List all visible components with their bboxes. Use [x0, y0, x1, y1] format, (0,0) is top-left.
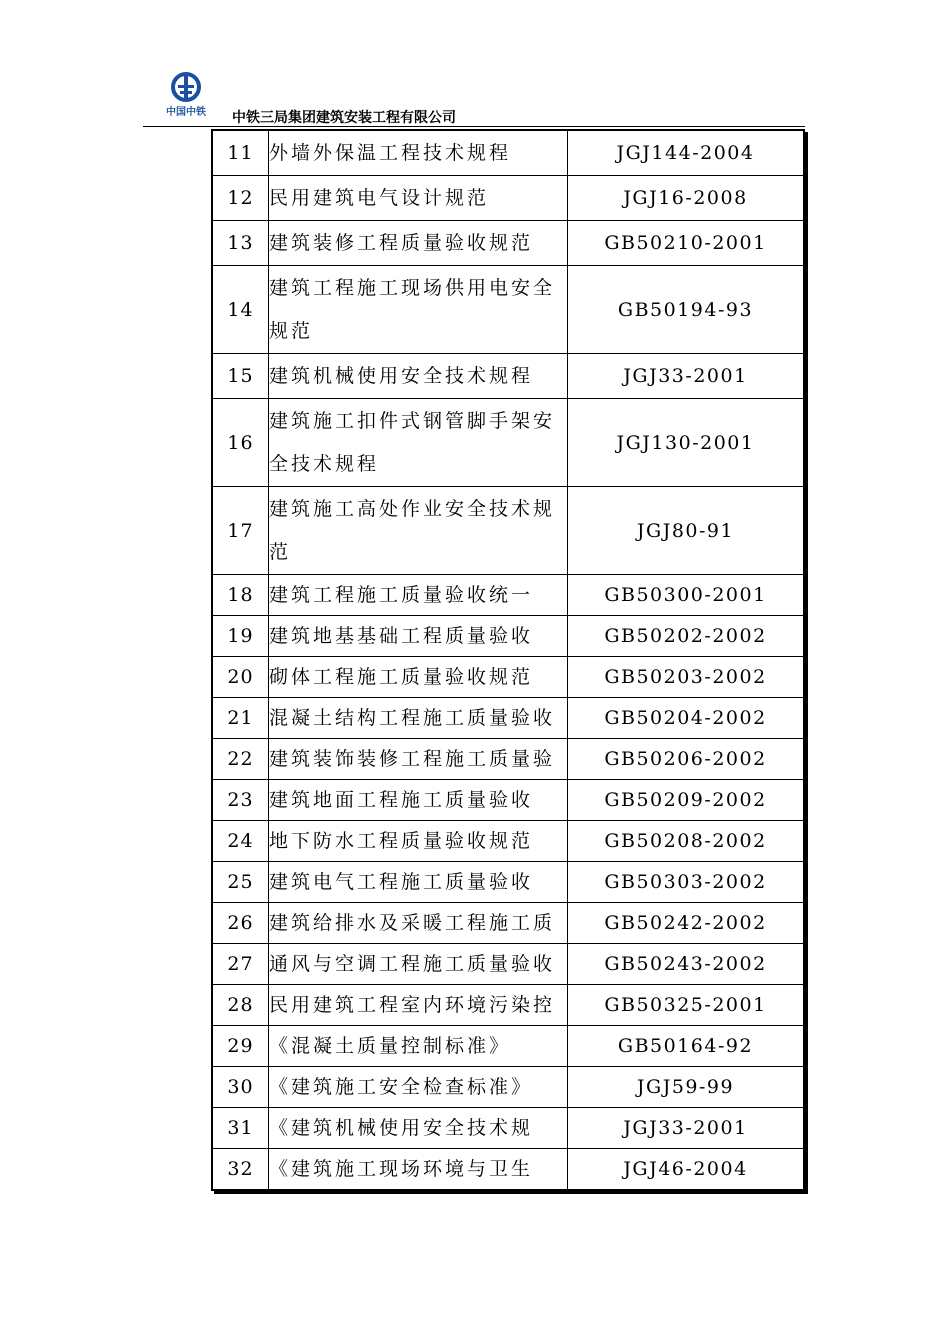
table-row: [212, 487, 804, 575]
standard-name: 建筑机械使用安全技术规程: [269, 354, 568, 399]
standard-name: 建筑施工扣件式钢管脚手架安全技术规程: [269, 399, 568, 487]
row-number: 14: [212, 266, 269, 354]
table-row: [212, 657, 804, 698]
row-number: 18: [212, 575, 269, 616]
row-number: 11: [212, 130, 269, 176]
standard-code: JGJ130-2001: [568, 399, 805, 487]
table-row: [212, 399, 804, 487]
header-rule: [143, 126, 805, 127]
row-number: 15: [212, 354, 269, 399]
standard-code: JGJ33-2001: [568, 1108, 805, 1149]
table-row: [212, 698, 804, 739]
row-number: 20: [212, 657, 269, 698]
table-row: [212, 575, 804, 616]
row-number: 23: [212, 780, 269, 821]
standard-code: JGJ33-2001: [568, 354, 805, 399]
standard-name: 建筑工程施工质量验收统一: [269, 575, 568, 616]
row-number: 25: [212, 862, 269, 903]
standard-name: 建筑给排水及采暖工程施工质: [269, 903, 568, 944]
standard-name: 建筑施工高处作业安全技术规范: [269, 487, 568, 575]
standard-name: 建筑电气工程施工质量验收: [269, 862, 568, 903]
standard-code: JGJ144-2004: [568, 130, 805, 176]
standard-name: 《建筑机械使用安全技术规: [269, 1108, 568, 1149]
standards-table: [211, 129, 805, 1191]
standard-code: GB50208-2002: [568, 821, 805, 862]
standard-name: 《建筑施工现场环境与卫生: [269, 1149, 568, 1191]
table-row: [212, 985, 804, 1026]
standard-name: 砌体工程施工质量验收规范: [269, 657, 568, 698]
standard-code: JGJ80-91: [568, 487, 805, 575]
row-number: 13: [212, 221, 269, 266]
standard-code: GB50303-2002: [568, 862, 805, 903]
row-number: 24: [212, 821, 269, 862]
standard-code: GB50206-2002: [568, 739, 805, 780]
row-number: 12: [212, 176, 269, 221]
table-row: [212, 1026, 804, 1067]
row-number: 29: [212, 1026, 269, 1067]
table-row: [212, 616, 804, 657]
table-row: [212, 903, 804, 944]
standard-name: 地下防水工程质量验收规范: [269, 821, 568, 862]
row-number: 19: [212, 616, 269, 657]
standard-code: GB50325-2001: [568, 985, 805, 1026]
row-number: 16: [212, 399, 269, 487]
table-row: [212, 176, 804, 221]
row-number: 32: [212, 1149, 269, 1191]
row-number: 22: [212, 739, 269, 780]
table-row: [212, 739, 804, 780]
standard-name: 建筑装修工程质量验收规范: [269, 221, 568, 266]
company-logo: [163, 72, 209, 118]
table-row: [212, 944, 804, 985]
standard-code: GB50194-93: [568, 266, 805, 354]
table-row: [212, 221, 804, 266]
table-row: [212, 1149, 804, 1191]
standard-name: 建筑地基基础工程质量验收: [269, 616, 568, 657]
table-row: [212, 354, 804, 399]
standard-name: 民用建筑工程室内环境污染控: [269, 985, 568, 1026]
standard-code: JGJ46-2004: [568, 1149, 805, 1191]
company-name: 中铁三局集团建筑安装工程有限公司: [232, 110, 456, 126]
table-row: [212, 780, 804, 821]
standard-code: GB50300-2001: [568, 575, 805, 616]
row-number: 28: [212, 985, 269, 1026]
table-row: [212, 821, 804, 862]
row-number: 26: [212, 903, 269, 944]
table-row: [212, 130, 804, 176]
standard-code: GB50164-92: [568, 1026, 805, 1067]
standard-name: 《混凝土质量控制标准》: [269, 1026, 568, 1067]
table-row: [212, 1108, 804, 1149]
standard-code: JGJ59-99: [568, 1067, 805, 1108]
standard-code: GB50243-2002: [568, 944, 805, 985]
standard-name: 《建筑施工安全检查标准》: [269, 1067, 568, 1108]
standard-code: GB50202-2002: [568, 616, 805, 657]
standard-name: 民用建筑电气设计规范: [269, 176, 568, 221]
standard-code: GB50204-2002: [568, 698, 805, 739]
standard-code: GB50210-2001: [568, 221, 805, 266]
standard-name: 混凝土结构工程施工质量验收: [269, 698, 568, 739]
standard-name: 建筑工程施工现场供用电安全规范: [269, 266, 568, 354]
row-number: 27: [212, 944, 269, 985]
table-row: [212, 266, 804, 354]
standard-name: 外墙外保温工程技术规程: [269, 130, 568, 176]
row-number: 30: [212, 1067, 269, 1108]
standard-code: GB50209-2002: [568, 780, 805, 821]
standard-code: JGJ16-2008: [568, 176, 805, 221]
row-number: 31: [212, 1108, 269, 1149]
table-row: [212, 1067, 804, 1108]
standard-code: GB50242-2002: [568, 903, 805, 944]
standard-name: 建筑装饰装修工程施工质量验: [269, 739, 568, 780]
standard-name: 建筑地面工程施工质量验收: [269, 780, 568, 821]
row-number: 17: [212, 487, 269, 575]
row-number: 21: [212, 698, 269, 739]
logo-text: 中国中铁: [166, 107, 206, 118]
table-row: [212, 862, 804, 903]
standards-table-body: [212, 130, 804, 1190]
standard-name: 通风与空调工程施工质量验收: [269, 944, 568, 985]
crcc-logo-icon: [171, 72, 201, 102]
standard-code: GB50203-2002: [568, 657, 805, 698]
